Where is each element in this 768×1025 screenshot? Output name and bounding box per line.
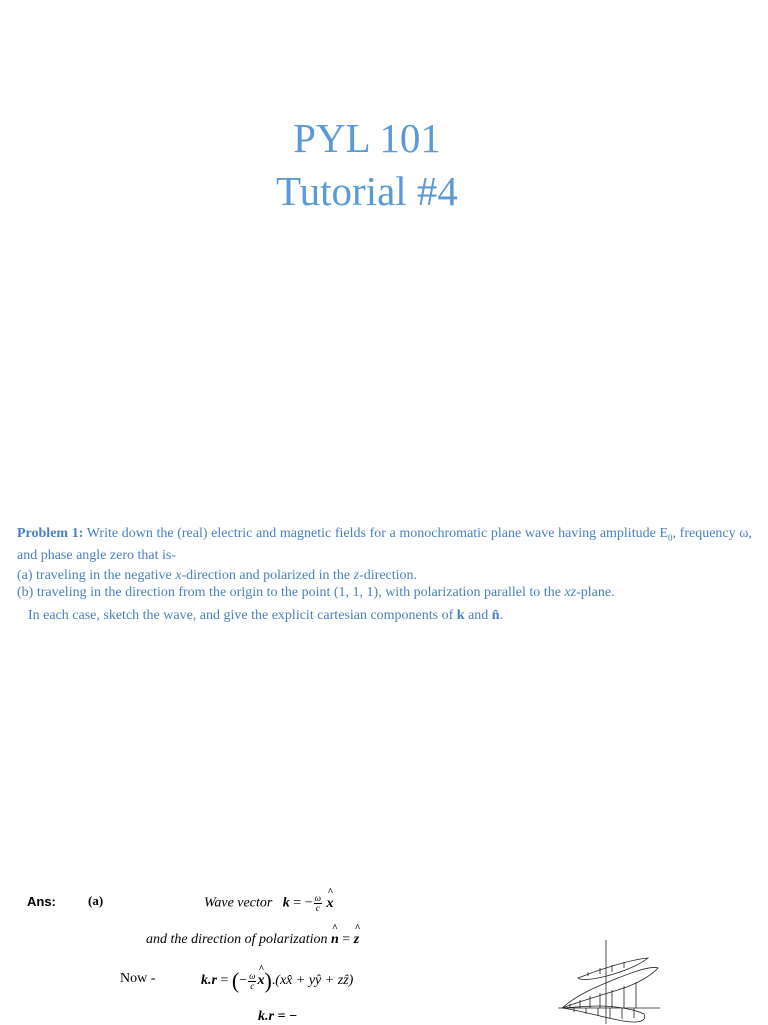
- problem-1-statement: [17, 525, 752, 564]
- answer-part-a: (a): [88, 893, 104, 908]
- problem-1-part-b: [17, 584, 752, 601]
- part-a-x: x: [175, 568, 182, 583]
- polarization-text: and the direction of polarization: [146, 932, 331, 947]
- fraction-denominator-2: c: [250, 980, 255, 991]
- problem-label: Problem 1:: [17, 526, 84, 541]
- x-hat-2: ^ x: [257, 973, 264, 989]
- x-hat: ^ x: [326, 896, 333, 912]
- equals-minus: = −: [289, 895, 313, 911]
- part-b-text-2: -plane.: [576, 585, 615, 600]
- answer-label: Ans:: [27, 894, 56, 909]
- part-a-z: z: [353, 568, 360, 583]
- instruction-k: k: [456, 608, 465, 623]
- polarization-equation: [146, 932, 359, 948]
- wave-envelope-top: [578, 958, 648, 980]
- course-title: PYL 101: [293, 115, 441, 161]
- k-dot-r-result-partial: [258, 1009, 297, 1025]
- wave-vector-text: Wave vector: [204, 895, 273, 911]
- k-dot-r-equation: k.r = (− $\frac{\omega}{c}$ ^ x).(xx̂ + yŷ + zẑ): [201, 968, 353, 994]
- z-hat: ^ z: [354, 932, 359, 948]
- position-vector: (xx̂ + yŷ + zẑ): [275, 973, 354, 989]
- n-hat: ^ n: [331, 932, 339, 948]
- part-a-end: -direction.: [359, 568, 418, 583]
- problem-1-part-a: [17, 567, 752, 584]
- fraction-denominator: c: [315, 903, 320, 913]
- part-b-xz: xz: [564, 585, 577, 600]
- wave-envelope-upper: [562, 967, 658, 1008]
- k-dot-r-result: k.r = −: [258, 1009, 298, 1024]
- omega-over-c: [314, 894, 322, 913]
- wave-envelope-lower: [562, 1006, 645, 1022]
- part-a-prefix: (a) traveling in the negative: [17, 568, 176, 583]
- equals-sign: =: [338, 932, 354, 947]
- title-block: [0, 112, 734, 218]
- k-dot-r: k.r: [201, 973, 217, 989]
- problem-text-1: Write down the (real) electric and magnetic fields for a monochromatic plane wave having amplitude E: [83, 526, 669, 541]
- problem-text-2: , frequency ω, and phase angle zero that is-: [17, 526, 752, 563]
- instruction-and: and: [464, 608, 492, 623]
- tutorial-title: Tutorial #4: [276, 168, 458, 214]
- part-a-mid: -direction and polarized in the: [181, 568, 354, 583]
- fraction-numerator: ω: [314, 893, 321, 903]
- problem-1-instruction: [28, 607, 763, 624]
- instruction-n: n̂: [491, 608, 500, 623]
- part-b-text-1: (b) traveling in the direction from the origin to the point (1, 1, 1), with polarization parallel to the: [17, 585, 565, 600]
- dot: .: [271, 973, 276, 989]
- omega-over-c-2: [248, 972, 256, 991]
- wave-vector-equation: [204, 894, 333, 913]
- instruction-end: .: [499, 608, 504, 623]
- wave-vector-k: k: [282, 895, 290, 911]
- fraction-numerator-2: ω: [249, 970, 256, 981]
- wave-sketch-figure: [548, 928, 668, 1024]
- now-label: Now -: [120, 971, 156, 986]
- amplitude-subscript: 0: [668, 532, 673, 543]
- equals-sign-2: =: [216, 973, 232, 989]
- instruction-text: In each case, sketch the wave, and give the explicit cartesian components of: [28, 608, 457, 623]
